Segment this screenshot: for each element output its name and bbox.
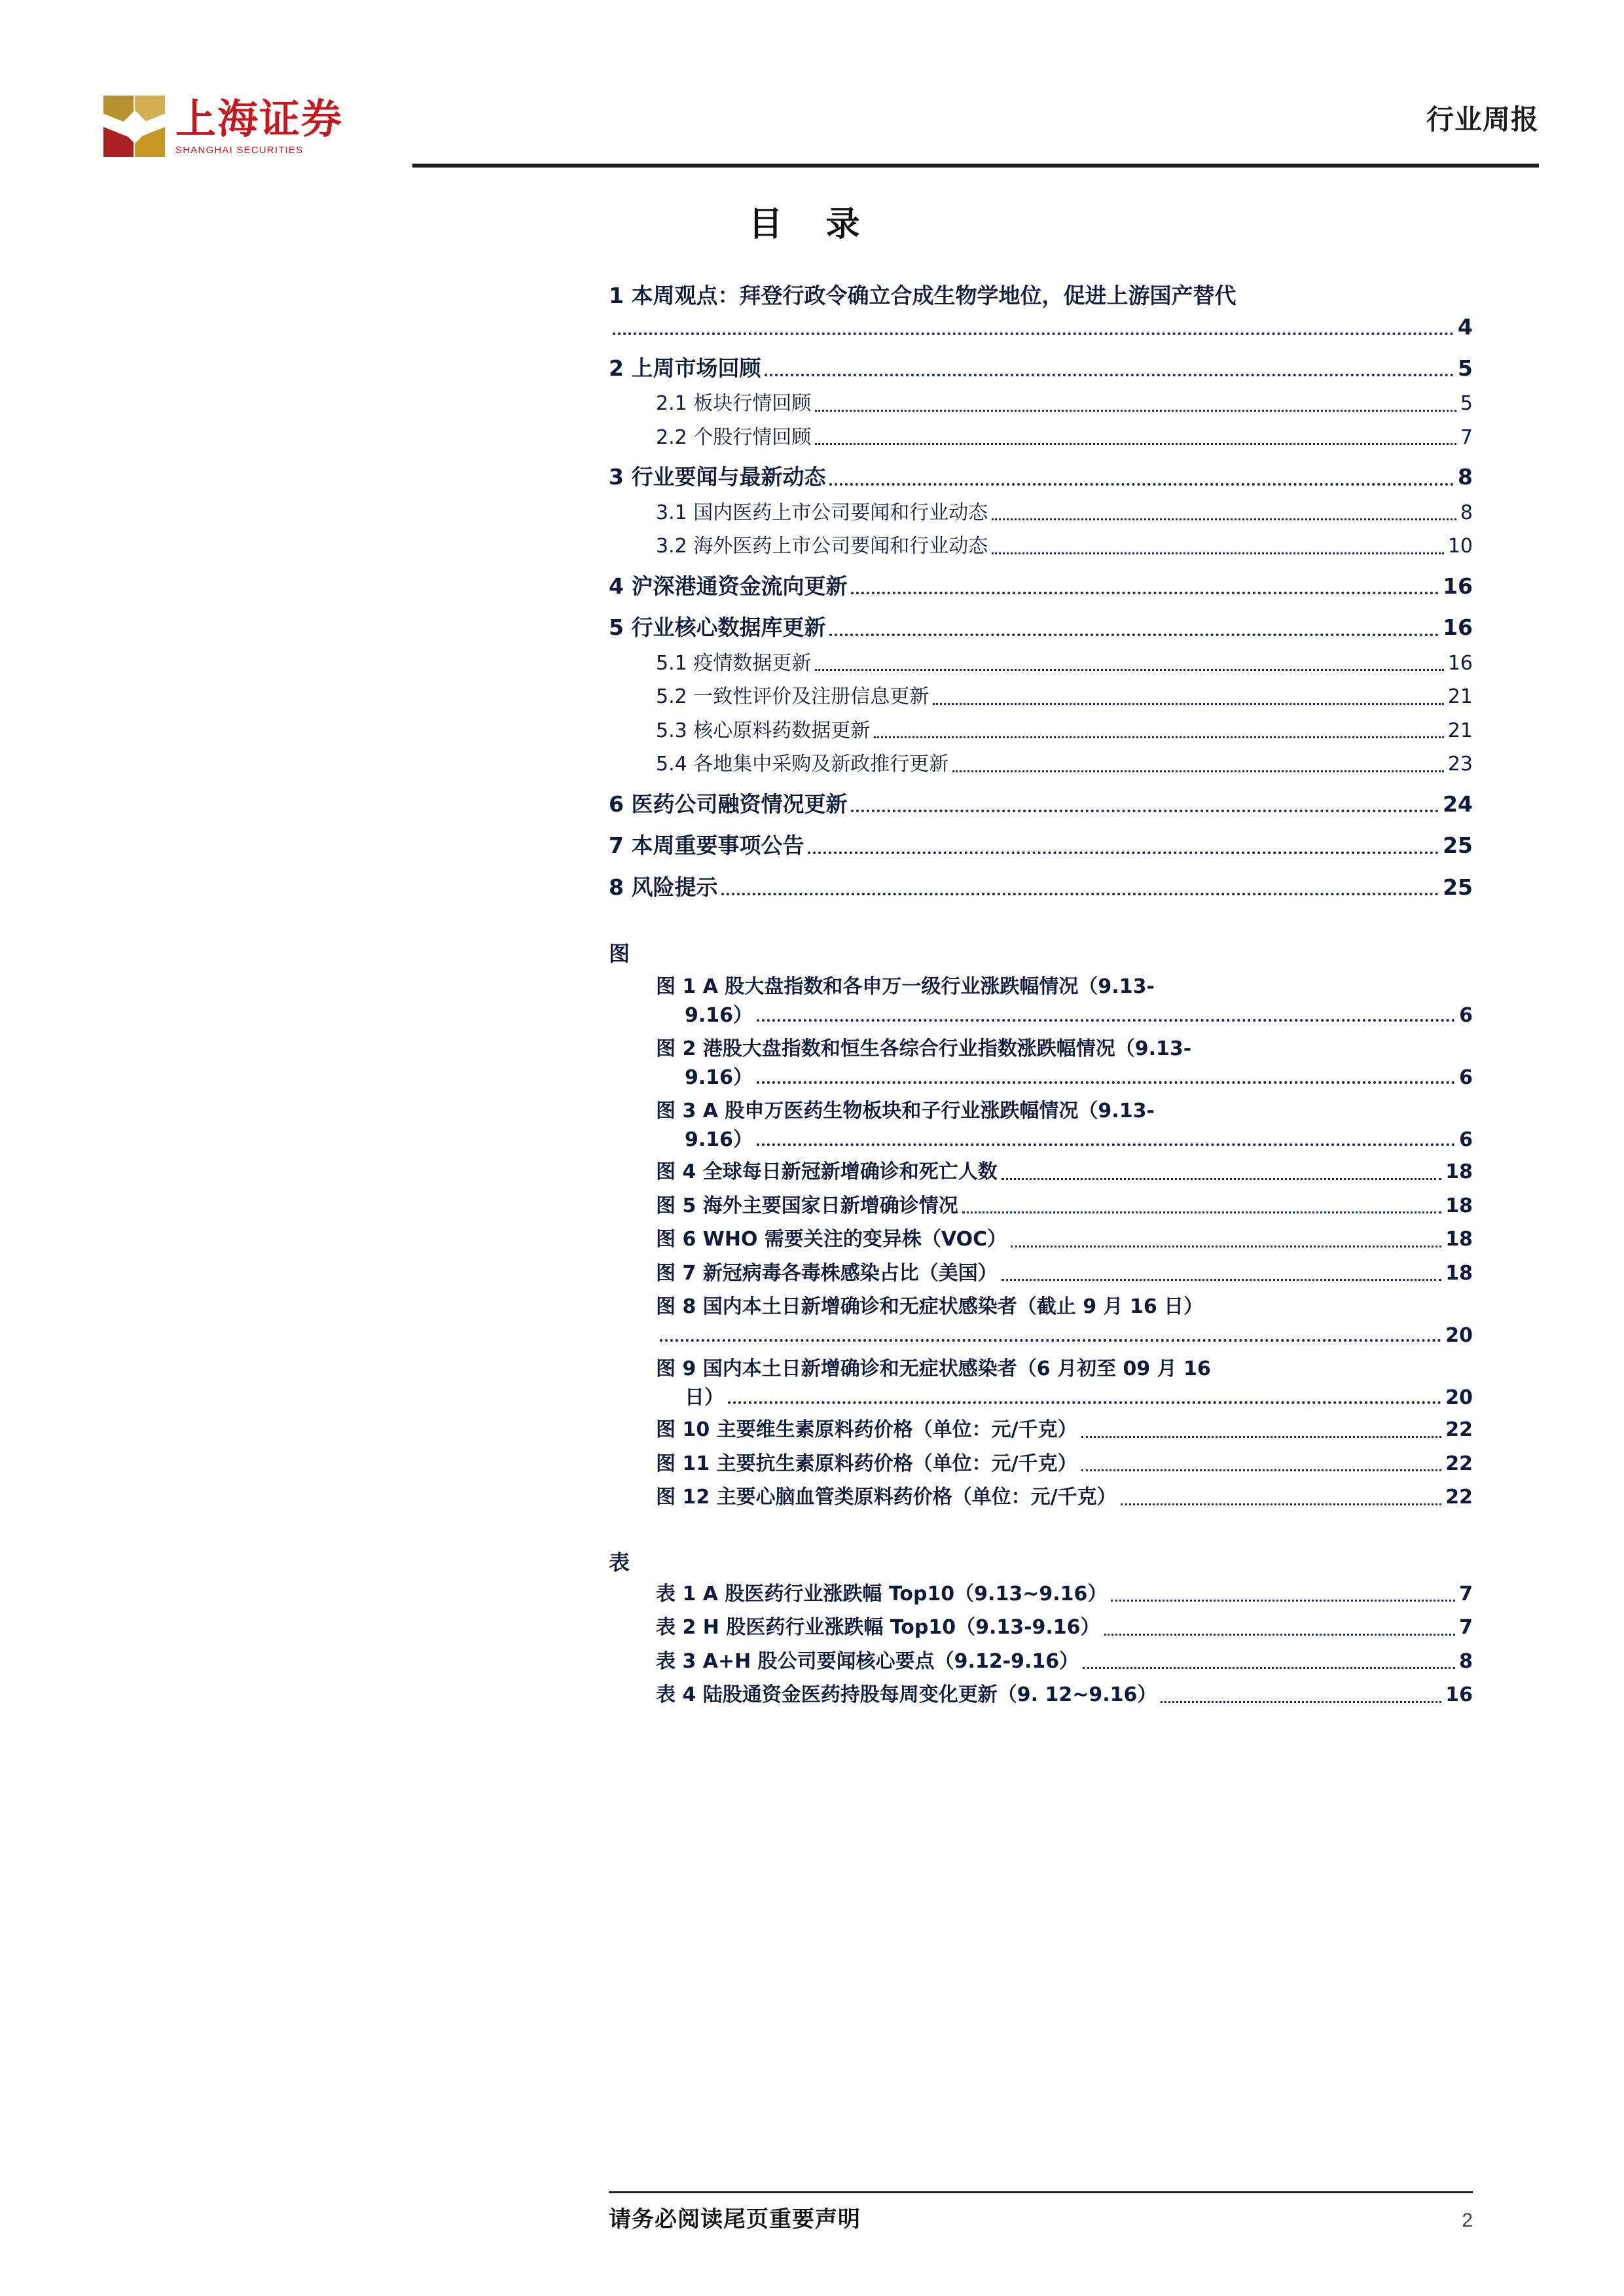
table-of-contents [609,275,1473,1710]
toc-entry-5-4[interactable]: 5.4 各地集中采购及新政推行更新 23 [656,753,1473,776]
toc-leader [1083,1667,1455,1669]
footer-divider [609,2191,1473,2193]
figure-entry-2[interactable]: 图 2 港股大盘指数和恒生各综合行业指数涨跌幅情况（9.13- 9.16） 6 [656,1037,1473,1089]
table-entry-1[interactable]: 表 1 A 股医药行业涨跌幅 Top10（9.13~9.16） 7 [656,1582,1473,1605]
figure-entry-12[interactable]: 图 12 主要心脑血管类原料药价格（单位：元/千克） 22 [656,1486,1473,1509]
toc-leader [952,770,1444,772]
figure-entry-10[interactable]: 图 10 主要维生素原料药价格（单位：元/千克） 22 [656,1418,1473,1442]
toc-leader [1011,1246,1441,1247]
toc-entry-5-3[interactable]: 5.3 核心原料药数据更新 21 [656,719,1473,742]
toc-entry-5-1[interactable]: 5.1 疫情数据更新 16 [656,651,1473,675]
toc-entry-1[interactable]: 1 本周观点：拜登行政令确立合成生物学地位，促进上游国产替代 4 [609,283,1473,340]
toc-leader [815,410,1456,412]
tables-heading: 表 [609,1549,630,1575]
toc-leader [874,736,1444,738]
toc-leader [757,1081,1455,1084]
page-title: 目 录 [748,205,876,244]
toc-leader [992,552,1444,554]
toc-leader [962,1211,1441,1213]
toc-leader [815,443,1456,445]
toc-leader [829,483,1454,486]
report-type-label: 行业周报 [1426,103,1539,135]
toc-entry-6[interactable]: 6 医药公司融资情况更新 24 [609,791,1473,817]
brand-name-en: SHANGHAI SECURITIES [175,144,304,156]
toc-entry-8[interactable]: 8 风险提示 25 [609,874,1473,900]
toc-leader [1111,1600,1455,1602]
toc-leader [851,592,1439,594]
table-entry-4[interactable]: 表 4 陆股通资金医药持股每周变化更新（9. 12~9.16） 16 [656,1683,1473,1707]
figure-entry-4[interactable]: 图 4 全球每日新冠新增确诊和死亡人数 18 [656,1160,1473,1184]
toc-leader [815,669,1444,671]
toc-entry-4[interactable]: 4 沪深港通资金流向更新 16 [609,573,1473,599]
page-footer [609,2191,1539,2233]
toc-entry-3[interactable]: 3 行业要闻与最新动态 8 [609,464,1473,490]
toc-leader [1081,1436,1442,1438]
toc-entry-2-1[interactable]: 2.1 板块行情回顾 5 [656,392,1473,416]
figure-entry-7[interactable]: 图 7 新冠病毒各毒株感染占比（美国） 18 [656,1261,1473,1285]
brand-logo [98,92,343,162]
toc-leader [660,1339,1441,1342]
footer-disclaimer: 请务必阅读尾页重要声明 [609,2206,861,2233]
toc-entry-2[interactable]: 2 上周市场回顾 5 [609,355,1473,381]
toc-leader [933,703,1444,705]
table-entry-3[interactable]: 表 3 A+H 股公司要闻核心要点（9.12-9.16） 8 [656,1649,1473,1673]
toc-entry-2-2[interactable]: 2.2 个股行情回顾 7 [656,425,1473,449]
toc-leader [728,1401,1441,1404]
brand-text [175,94,344,156]
toc-leader [757,1143,1455,1146]
toc-leader [757,1019,1455,1022]
toc-leader [613,332,1454,335]
figures-heading: 图 [609,941,630,967]
toc-leader [765,374,1454,376]
figure-entry-5[interactable]: 图 5 海外主要国家日新增确诊情况 18 [656,1194,1473,1217]
figure-entry-1[interactable]: 图 1 A 股大盘指数和各申万一级行业涨跌幅情况（9.13- 9.16） 6 [656,975,1473,1027]
figure-entry-3[interactable]: 图 3 A 股申万医药生物板块和子行业涨跌幅情况（9.13- 9.16） 6 [656,1100,1473,1151]
toc-entry-3-2[interactable]: 3.2 海外医药上市公司要闻和行业动态 10 [656,535,1473,558]
toc-leader [1104,1634,1456,1636]
logo-flower-icon [98,92,169,162]
figure-entry-9[interactable]: 图 9 国内本土日新增确诊和无症状感染者（6 月初至 09 月 16 日） 20 [656,1357,1473,1409]
figure-entry-11[interactable]: 图 11 主要抗生素原料药价格（单位：元/千克） 22 [656,1452,1473,1475]
figure-entry-8[interactable]: 图 8 国内本土日新增确诊和无症状感染者（截止 9 月 16 日） 20 [656,1295,1473,1347]
toc-leader [808,852,1439,854]
header-divider [412,164,1539,168]
toc-entry-5[interactable]: 5 行业核心数据库更新 16 [609,615,1473,641]
toc-leader [851,810,1439,812]
toc-leader [721,893,1439,895]
toc-leader [1081,1469,1442,1471]
toc-leader [1001,1279,1441,1281]
toc-leader [1161,1701,1441,1703]
toc-leader [1121,1503,1442,1505]
brand-name-cn: 上海证券 [175,94,344,143]
toc-leader [829,634,1439,636]
toc-leader [1001,1178,1441,1180]
table-entry-2[interactable]: 表 2 H 股医药行业涨跌幅 Top10（9.13-9.16） 7 [656,1616,1473,1640]
toc-entry-3-1[interactable]: 3.1 国内医药上市公司要闻和行业动态 8 [656,501,1473,524]
page-header [85,85,1539,183]
toc-entry-7[interactable]: 7 本周重要事项公告 25 [609,833,1473,859]
footer-page-number: 2 [1462,2210,1473,2231]
figure-entry-6[interactable]: 图 6 WHO 需要关注的变异株（VOC） 18 [656,1228,1473,1251]
toc-leader [992,518,1456,520]
toc-entry-5-2[interactable]: 5.2 一致性评价及注册信息更新 21 [656,685,1473,709]
